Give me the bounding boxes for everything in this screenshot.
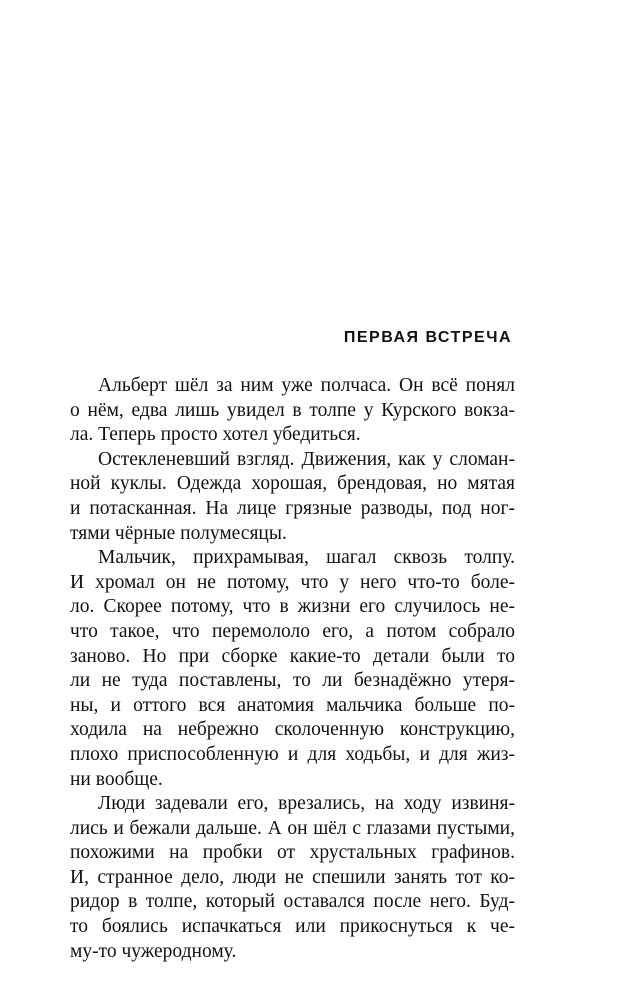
chapter-body bbox=[70, 374, 515, 964]
text-line: Альберт шёл за ним уже полчаса. Он всё понял bbox=[98, 375, 515, 396]
text-line: то боялись испачкаться или прикоснуться к че- bbox=[70, 916, 515, 938]
text-line: И хромал он не потому, что у него что-то боле- bbox=[70, 571, 515, 593]
text-line: Остекленевший взгляд. Движения, как у сломан- bbox=[98, 448, 515, 470]
text-line: Люди задевали его, врезались, на ходу извиня- bbox=[98, 793, 515, 815]
text-line: что такое, что перемололо его, а потом собрало bbox=[70, 620, 515, 642]
text-line: заново. Но при сборке какие-то детали были то bbox=[70, 645, 515, 667]
paragraph-2 bbox=[70, 448, 515, 546]
text-line: ли не туда поставлены, то ли безнадёжно утеря- bbox=[70, 670, 515, 692]
text-line: тями чёрные полумесяцы. bbox=[70, 522, 287, 544]
text-line: му-то чужеродному. bbox=[70, 940, 237, 962]
text-line: И, странное дело, люди не спешили занять тот ко- bbox=[70, 866, 515, 888]
text-line: плохо приспособленную и для ходьбы, и для жиз- bbox=[70, 743, 515, 765]
text-line: ла. Теперь просто хотел убедиться. bbox=[70, 424, 361, 446]
text-line: и потасканная. На лице грязные разводы, под ног- bbox=[70, 497, 515, 519]
paragraph-3 bbox=[70, 546, 515, 792]
text-line: ло. Скорее потому, что в жизни его случилось не- bbox=[70, 596, 515, 618]
text-line: ридор в толпе, который оставался после него. Буд- bbox=[70, 891, 515, 913]
text-line: лись и бежали дальше. А он шёл с глазами пустыми, bbox=[70, 817, 515, 839]
paragraph-1 bbox=[70, 374, 515, 448]
text-line: ходила на небрежно сколоченную конструкцию, bbox=[70, 719, 515, 741]
chapter-title: ПЕРВАЯ ВСТРЕЧА bbox=[343, 329, 512, 346]
paragraph-4 bbox=[70, 792, 515, 964]
text-line: ной куклы. Одежда хорошая, брендовая, но мятая bbox=[70, 473, 515, 495]
text-line: Мальчик, прихрамывая, шагал сквозь толпу. bbox=[98, 547, 515, 569]
text-line: ны, и оттого вся анатомия мальчика больше по- bbox=[70, 694, 515, 716]
text-line: о нём, едва лишь увидел в толпе у Курского вокза- bbox=[70, 399, 515, 421]
text-line: похожими на пробки от хрустальных графинов. bbox=[70, 842, 515, 864]
text-line: ни вообще. bbox=[70, 768, 163, 790]
